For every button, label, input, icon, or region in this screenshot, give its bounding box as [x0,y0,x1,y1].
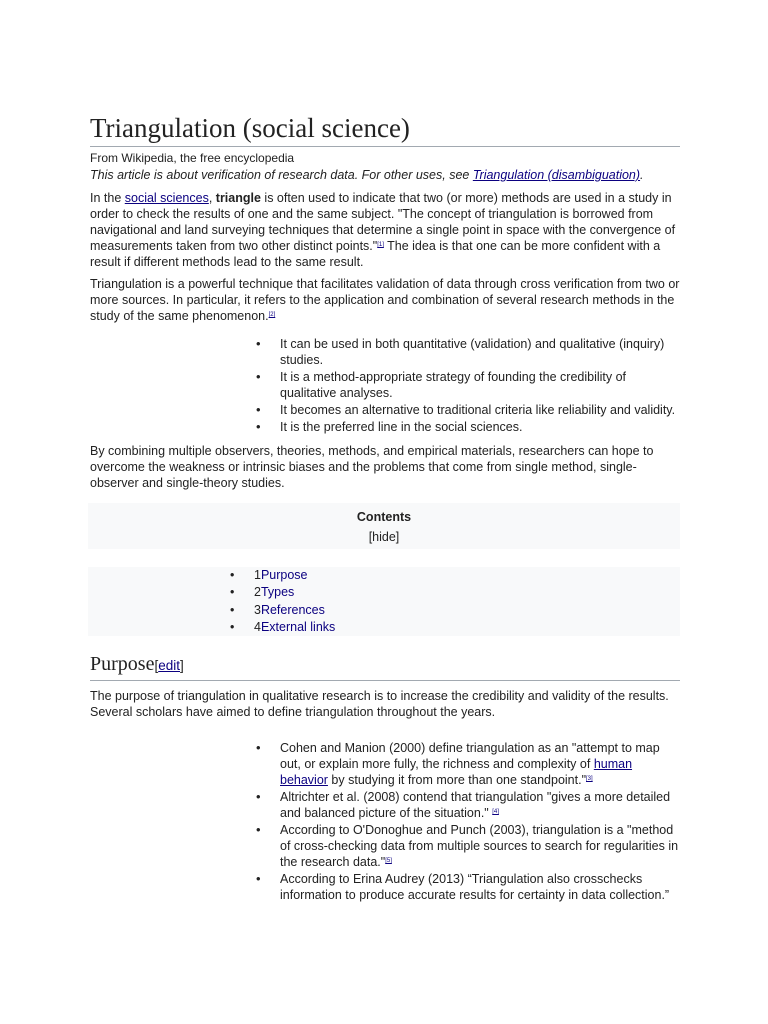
reference-link-4[interactable]: [4] [492,809,499,816]
intro-paragraph-1 [90,190,680,270]
list-item [280,822,680,870]
social-sciences-link[interactable]: social sciences [124,191,209,205]
edit-link[interactable]: edit [158,658,180,674]
hatnote-suffix: . [640,168,644,182]
edit-bracket: [ [154,658,159,674]
intro-text: In the [90,191,125,205]
list-item: • It can be used in both quantitative (validation) and qualitative (inquiry) studies. [280,336,680,368]
toc-title: Contents [356,510,412,524]
reference-link-3[interactable]: [3] [586,776,593,783]
bullet-text: Altrichter et al. (2008) contend that triangulation "gives a more detailed and balanced picture of the situation." [280,790,671,821]
list-item [280,789,680,821]
intro-text: Triangulation is a powerful technique that facilitates validation of data through cross verification from two or more sources. In particular, it refers to the application and combination of several research methods in the study of the same phenomenon. [90,277,680,323]
toc-label[interactable]: Purpose [260,568,308,582]
toc-list [88,567,680,636]
toc-item-external-links[interactable] [254,619,680,636]
intro-paragraph-3: By combining multiple observers, theories, methods, and empirical materials, researchers can hope to overcome the weakness or intrinsic biases and the problems that come from single method, single-observer and single-theory studies. [90,444,654,490]
toc-item-purpose[interactable] [254,567,680,584]
toc-label[interactable]: Types [260,585,295,600]
intro-text: The idea is that one can be more confident with a result if different methods lead to the same result. [90,239,661,269]
bullet-text: According to O'Donoghue and Punch (2003), triangulation is a "method of cross-checking data from multiple sources to search for regularities in the research data." [280,823,679,870]
list-item: • It is the preferred line in the social sciences. [280,419,680,435]
human-behavior-link[interactable]: human behavior [280,757,633,788]
section-title: Purpose [90,653,155,676]
hatnote-text: This article is about verification of research data. For other uses, see [90,168,473,182]
purpose-bullet-list [90,740,680,903]
bullet-text: According to Erina Audrey (2013) “Triangulation also crosschecks information to produce accurate results for certainty in data collection.” [280,872,670,903]
table-of-contents [88,503,680,549]
intro-text: is often used to indicate that two (or more) methods are used in a study in order to check the results of one and the same subject. "The concept of triangulation is borrowed from navigational and land surveying techniques that determine a single point in space with the convergence of measurements taken from two other distinct points." [90,191,676,253]
toc-hide-toggle[interactable]: [hide] [368,530,400,544]
toc-number: 1 [254,568,261,582]
reference-link-5[interactable]: [5] [385,858,392,865]
intro-paragraph-2 [90,276,680,324]
toc-number: 4 [254,619,261,634]
bullet-text: Cohen and Manion (2000) define triangulation as an "attempt to map out, or explain more fully, the richness and complexity of [280,741,660,772]
list-item [280,871,680,903]
site-tagline: From Wikipedia, the free encyclopedia [90,151,295,165]
list-item [280,740,680,788]
toc-number: 2 [254,585,261,600]
list-item: • It becomes an alternative to traditional criteria like reliability and validity. [280,402,680,418]
page-title: Triangulation (social science) [90,112,680,147]
toc-number: 3 [254,602,261,617]
toc-item-types[interactable] [254,584,680,601]
bold-term: triangle [215,191,261,205]
article [90,112,680,904]
reference-link-2[interactable]: [2] [268,312,276,318]
disambiguation-link[interactable]: Triangulation (disambiguation) [472,168,641,182]
edit-section [154,658,183,673]
toc-label[interactable]: References [260,602,325,617]
toc-label[interactable]: External links [260,619,336,634]
list-item: • It is a method-appropriate strategy of founding the credibility of qualitative analyses. [280,369,680,401]
bullet-text: by studying it from more than one standpoint." [327,773,587,788]
toc-item-references[interactable] [254,602,680,619]
intro-bullet-list [90,336,680,435]
edit-bracket: ] [180,658,184,674]
section-heading-purpose [90,652,680,681]
purpose-paragraph: The purpose of triangulation in qualitative research is to increase the credibility and validity of the results. Several scholars have aimed to define triangulation throughout the years. [90,689,669,720]
reference-link-1[interactable]: [1] [377,242,384,248]
intro-text: , [208,191,216,205]
hatnote [90,167,680,184]
